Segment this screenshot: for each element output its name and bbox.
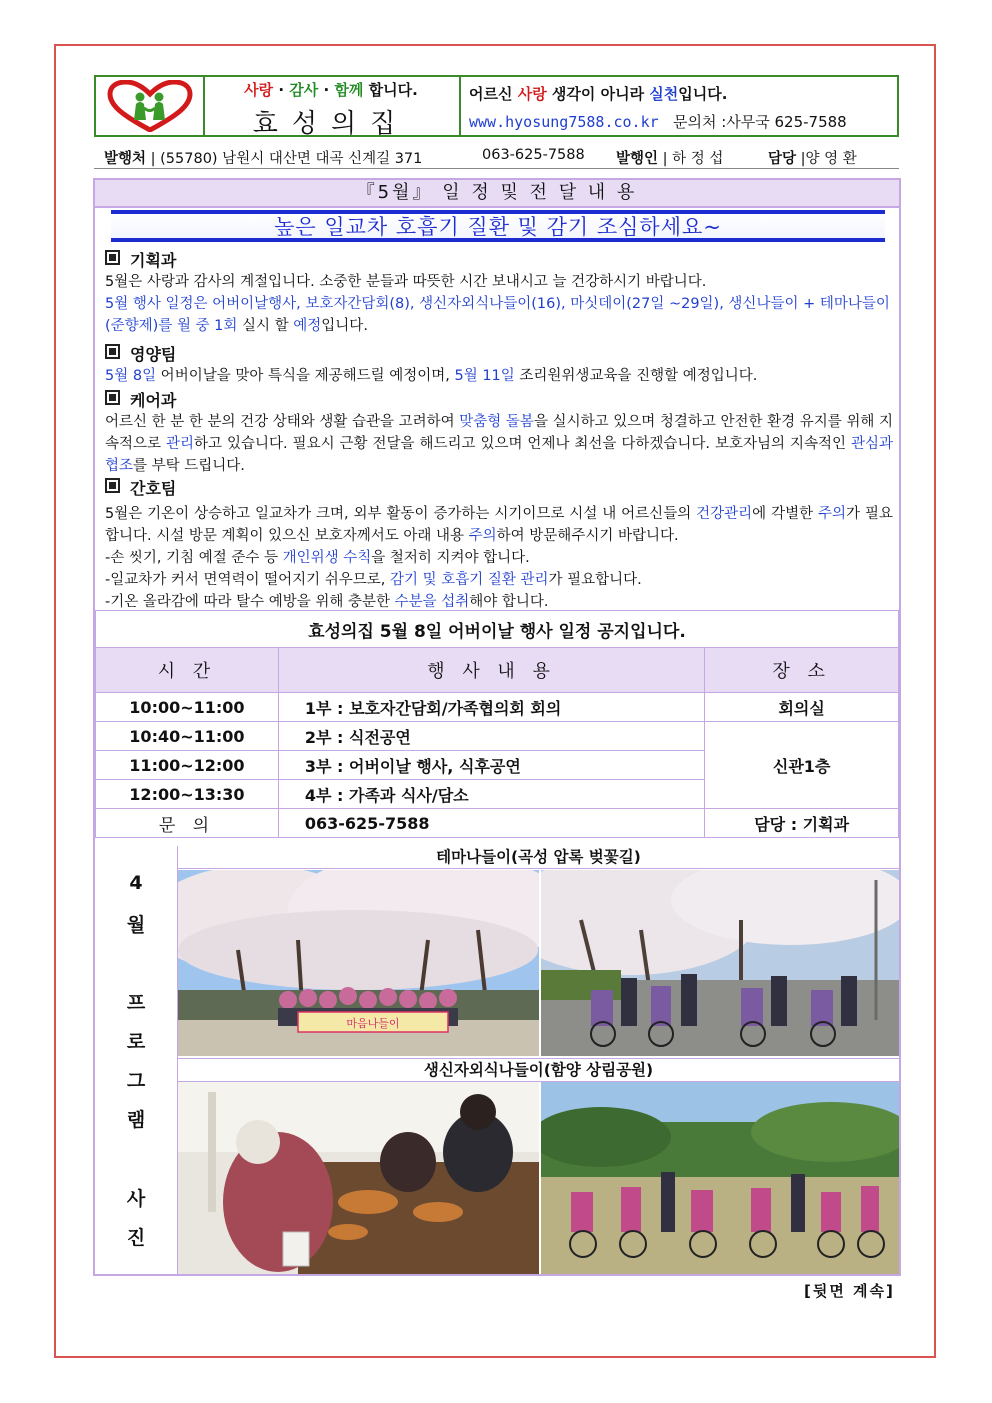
planning-schedule: 5월 행사 일정은 어버이날행사, 보호자간담회(8), 생신자외식나들이(16), 마싯데이(27일 ~29일), 생신나들이 + 테마나들이(준향제)를 월 중 1회 [105,296,890,334]
care-heading [105,390,893,411]
website-link[interactable]: www.hyosung7588.co.kr [469,113,659,131]
inquiry-label: 문 의 [96,809,279,838]
table-row [96,693,899,722]
publisher-info [104,147,422,168]
nursing-text: 에 각별한 [752,506,819,522]
main-content [93,178,901,1276]
planning-text: 입니다. [321,318,368,334]
side-label-char: 프 [126,992,146,1014]
nutrition-heading-text: 영양팀 [130,345,177,364]
nursing-paragraph [105,503,893,547]
nursing-text: 해야 합니다. [469,594,549,610]
nursing-text: 가 필요합니다. 시설 방문 계획이 있으신 보호자께서도 아래 내용 [105,506,893,544]
nursing-bullet-2 [105,569,893,591]
nutrition-text: 어버이날을 맞아 특식을 제공해드릴 예정이며, [156,368,455,384]
nursing-text: 하여 방문해주시기 바랍니다. [496,528,679,544]
nursing-text: -손 씻기, 기침 예절 준수 등 [105,550,283,566]
inquiry-phone: 063-625-7588 [278,809,704,838]
photo-caption-2: 생신자외식나들이(함양 상림공원) [178,1058,899,1082]
nursing-heading [105,478,893,499]
row-place: 회의실 [705,693,899,722]
col-time-header: 시 간 [96,648,279,693]
slogan2-practice: 실천 [649,85,679,103]
side-label-char: 4 [129,872,143,894]
nutrition-heading [105,344,893,365]
side-label-char: 진 [126,1227,146,1249]
care-text: 를 부탁 드립니다. [133,458,245,474]
row-content: 1부 : 보호자간담회/가족협의회 회의 [278,693,704,722]
row-content: 4부 : 가족과 식사/담소 [278,780,704,809]
nursing-highlight: 주의 [468,528,497,544]
col-content-header: 행 사 내 용 [278,648,704,693]
nursing-highlight: 건강관리 [696,506,753,522]
nursing-heading-text: 간호팀 [130,479,177,498]
nutrition-line [105,365,893,387]
nutrition-text: 조리원위생교육을 진행할 예정입니다. [514,368,758,384]
issuer-value: | 하 정 섭 [662,151,724,167]
cherry-blossom-group-photo [178,870,539,1056]
care-text: 하고 있습니다. 필요시 근황 전달을 해드리고 있으며 언제나 최선을 다하겠습니다. 보호자님의 지속적인 [194,436,851,452]
square-bullet-icon [105,344,120,359]
issuer-info [616,147,723,168]
heart-logo-icon [96,77,205,135]
nursing-bullet-1 [105,547,893,569]
masthead [94,75,899,137]
row-time: 10:40~11:00 [96,722,279,751]
slogan-word-together: 함께 [334,81,364,99]
nursing-highlight: 주의 [818,506,847,522]
col-place-header: 장 소 [705,648,899,693]
restaurant-meal-photo [178,1082,539,1274]
slogan2-love: 사랑 [517,85,547,103]
planning-heading-text: 기획과 [130,251,177,270]
side-label-char: 그 [126,1070,146,1092]
inquiry-manager: 담당 : 기획과 [705,809,899,838]
side-label-char: 로 [126,1031,146,1053]
slogan-love-thanks [203,79,459,100]
brand-name: 효성의집 [252,109,410,139]
planning-planned: 예정 [293,318,322,334]
group-banner-text: 마음나들이 [346,1017,400,1030]
schedule-table [95,610,899,838]
care-highlight: 관심과 협조 [105,436,893,474]
slogan-practice [469,83,727,104]
section-title [95,180,899,208]
brand-block [203,77,461,139]
title-rest: 일 정 및 전 달 내 용 [433,182,638,203]
slogan-dot: · [318,81,335,99]
photos-side-label [95,846,178,1274]
photo-caption-1: 테마나들이(곡성 압록 벚꽃길) [178,846,899,869]
schedule-notice: 효성의집 5월 8일 어버이날 행사 일정 공지입니다. [96,611,899,648]
publisher-value: | (55780) 남원시 대산면 대곡 신계길 371 [150,151,423,167]
care-section [105,390,893,477]
inquiry-row [96,809,899,838]
manager-value: |양 영 환 [800,151,857,167]
program-photos [95,846,899,1274]
issuer-label: 발행인 [616,151,659,167]
nursing-highlight: 개인위생 수칙 [282,550,372,566]
manager-label: 담당 [768,151,797,167]
slogan-rest: 합니다. [363,81,418,99]
planning-heading [105,250,893,271]
care-text: 을 실시하고 있으며 청결하고 안전한 환경 유지를 위해 지속적으로 [105,414,893,452]
nursing-highlight: 감기 및 호흡기 질환 관리 [390,572,549,588]
wheelchair-road-photo [541,870,899,1056]
square-bullet-icon [105,250,120,265]
park-group-photo [541,1082,899,1274]
nursing-text: -기온 올라감에 따라 탈수 예방을 위해 충분한 [105,594,395,610]
nursing-text: -일교차가 커서 면역력이 떨어지기 쉬우므로, [105,572,391,588]
care-highlight: 관리 [165,436,194,452]
row-content: 2부 : 식전공연 [278,722,704,751]
row-time: 12:00~13:30 [96,780,279,809]
planning-section [105,250,893,337]
nursing-highlight: 수분을 섭취 [394,594,470,610]
continued-note: [뒷면 계속] [804,1282,895,1300]
nutrition-date2: 5월 11일 [454,368,515,384]
publisher-phone: 063-625-7588 [482,147,585,163]
side-label-char: 사 [126,1188,146,1210]
publisher-label: 발행처 [104,151,147,167]
manager-info [768,147,857,168]
row-place: 신관1층 [705,722,899,809]
slogan-word-love: 사랑 [244,81,274,99]
slogan2-part: 생각이 아니라 [546,85,650,103]
nutrition-date1: 5월 8일 [105,368,157,384]
side-label-char: 램 [126,1109,146,1131]
slogan-word-thanks: 감사 [289,81,319,99]
care-heading-text: 케어과 [130,391,177,410]
square-bullet-icon [105,478,120,493]
row-time: 10:00~11:00 [96,693,279,722]
contact-block [459,77,899,135]
nutrition-section [105,344,893,387]
slogan2-part: 입니다. [678,85,728,103]
row-content: 3부 : 어버이날 행사, 식후공연 [278,751,704,780]
planning-line2 [105,293,893,337]
care-text: 어르신 한 분 한 분의 건강 상태와 생활 습관을 고려하여 [105,414,460,430]
title-month: 『5월』 [356,182,434,203]
planning-text: 실시 할 [237,318,294,334]
slogan-dot: · [273,81,290,99]
nursing-text: 가 필요합니다. [548,572,642,588]
square-bullet-icon [105,390,120,405]
publisher-row [94,146,899,169]
side-label-char: 월 [126,914,146,936]
contact-phone: 문의처 :사무국 625-7588 [672,113,847,131]
nursing-text: 을 철저히 지켜야 합니다. [371,550,530,566]
headline-banner: 높은 일교차 호흡기 질환 및 감기 조심하세요~ [111,210,885,242]
planning-line1: 5월은 사랑과 감사의 계절입니다. 소중한 분들과 따뜻한 시간 보내시고 늘 건강하시기 바랍니다. [105,274,707,290]
row-time: 11:00~12:00 [96,751,279,780]
table-row [96,722,899,751]
care-paragraph [105,411,893,477]
nursing-text: 5월은 기온이 상승하고 일교차가 크며, 외부 활동이 증가하는 시기이므로 시설 내 어르신들의 [105,506,697,522]
slogan2-part: 어르신 [469,85,518,103]
contact-line [469,111,847,132]
nursing-section [105,478,893,613]
care-highlight: 맞춤형 돌봄 [459,414,534,430]
